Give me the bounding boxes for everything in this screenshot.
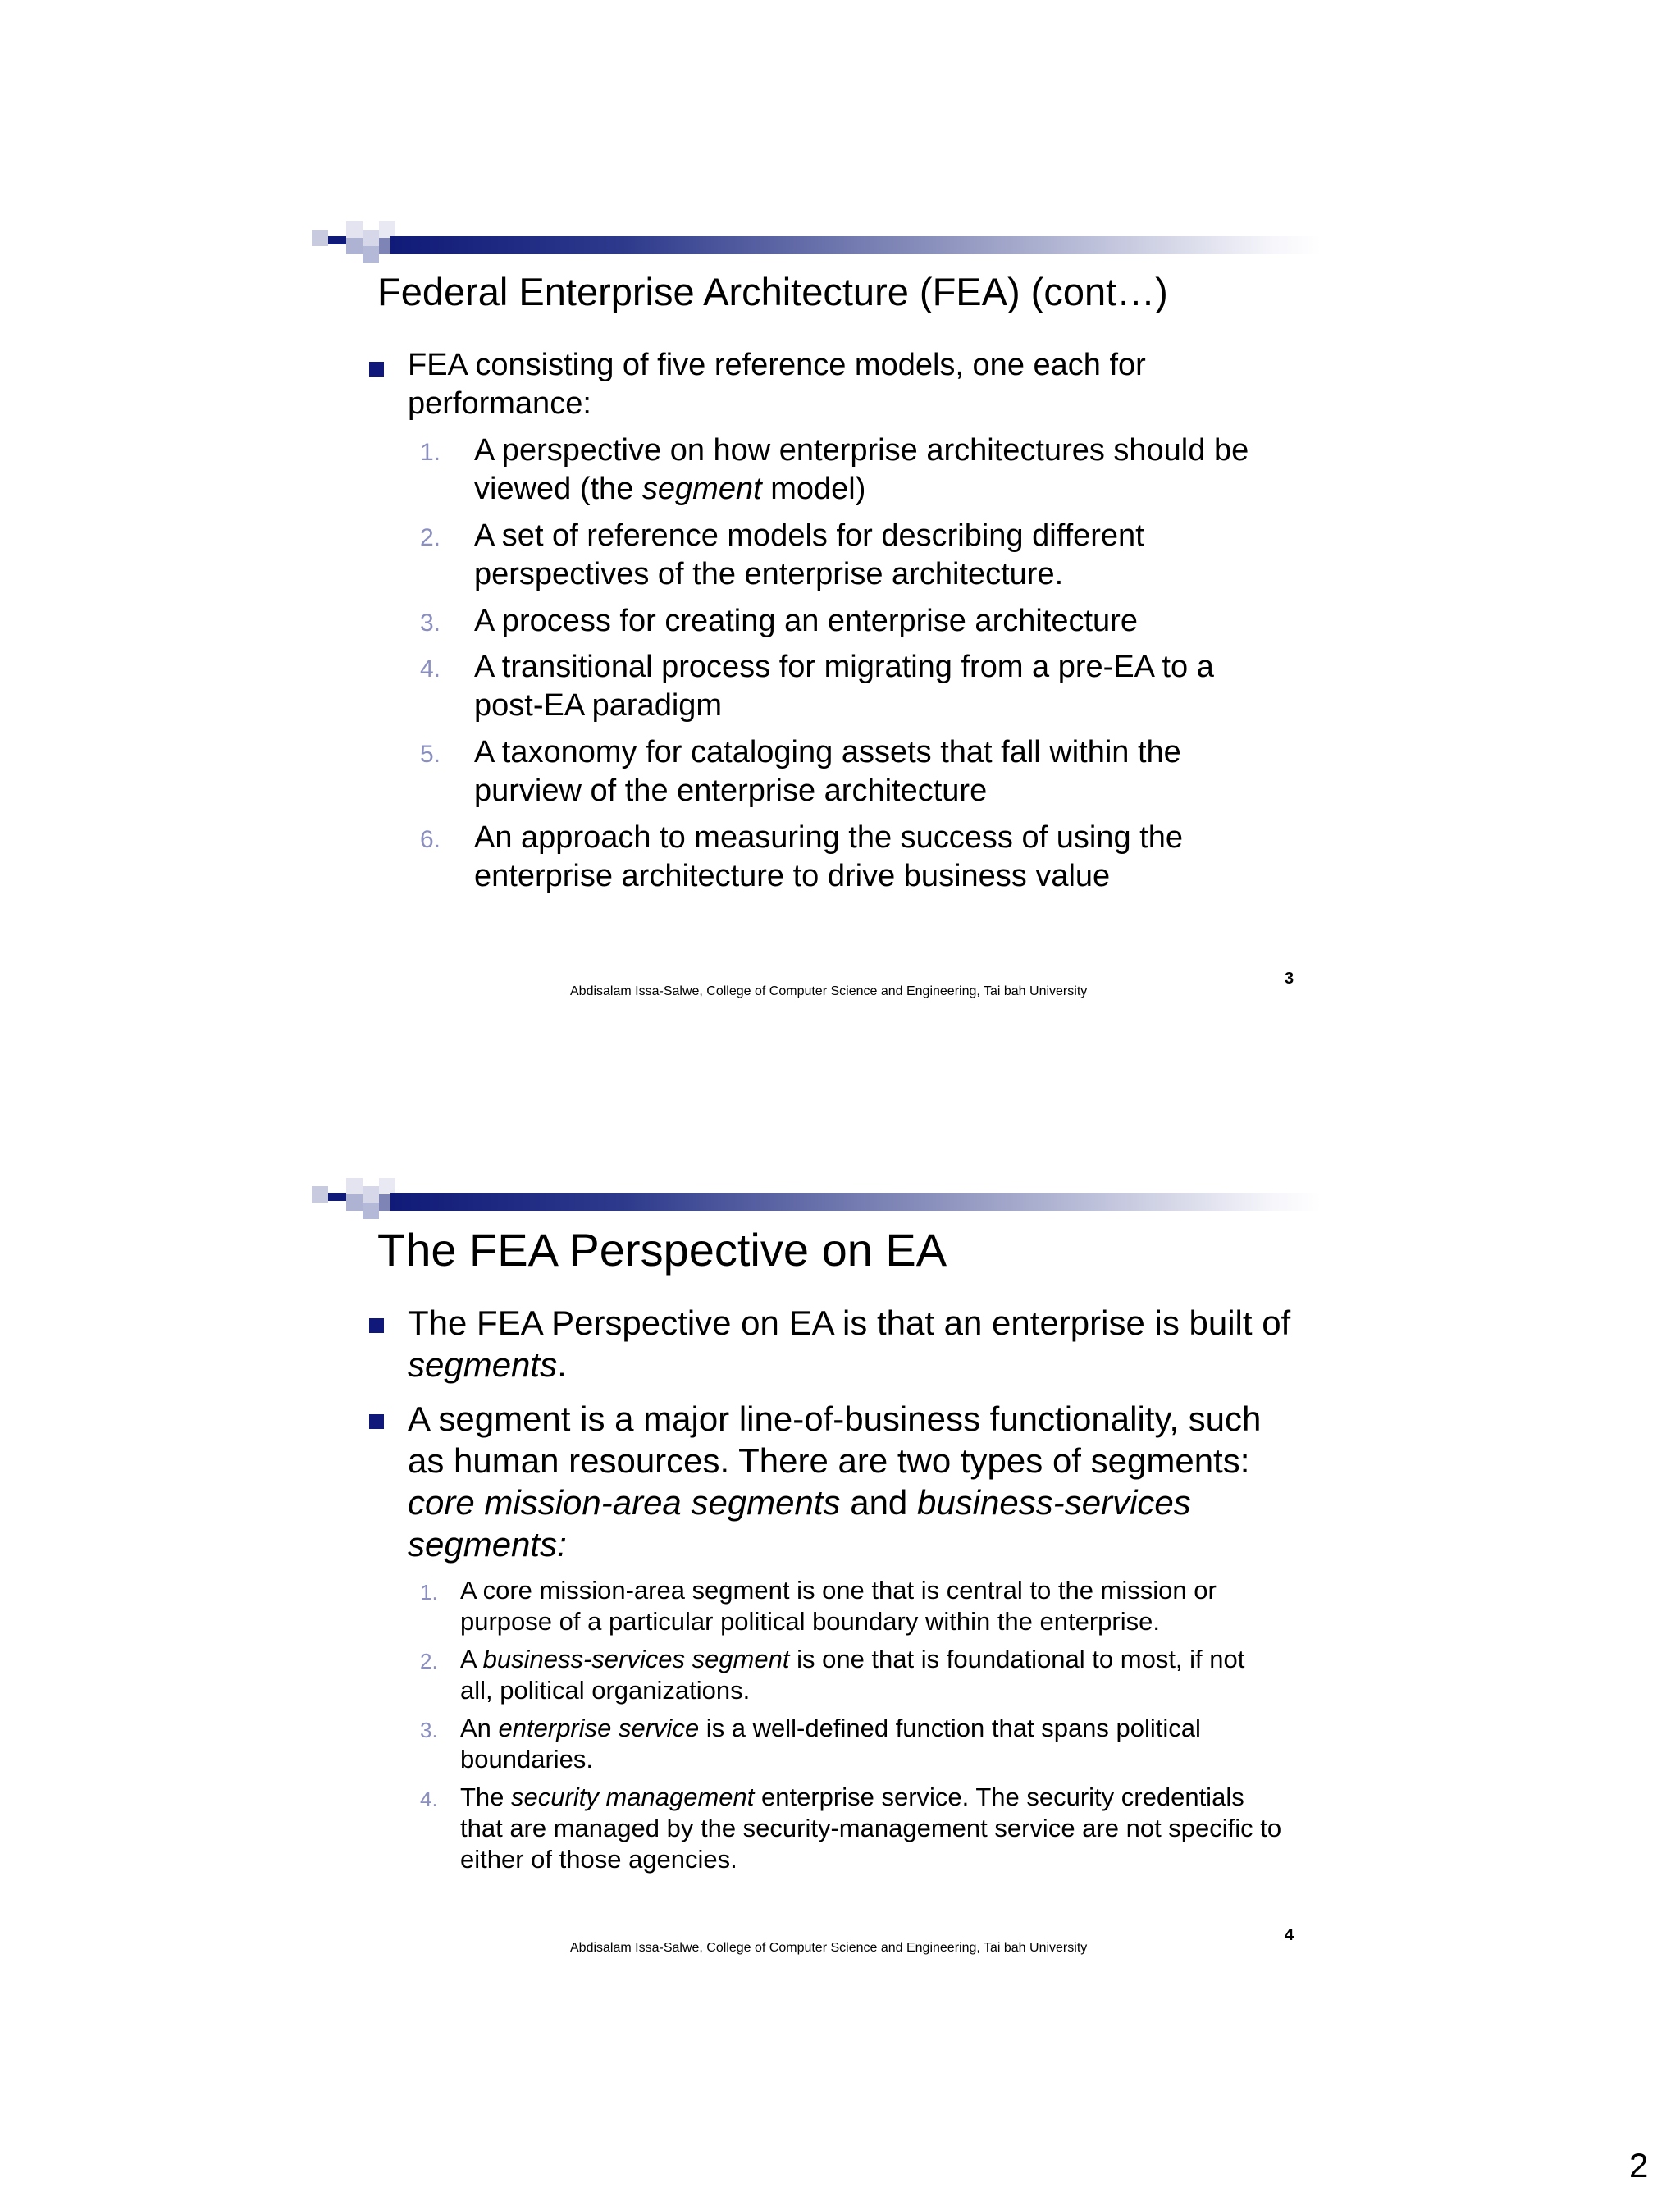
slide-title: Federal Enterprise Architecture (FEA) (cont…) bbox=[377, 270, 1168, 313]
list-number: 2. bbox=[420, 1649, 438, 1673]
list-number: 6. bbox=[420, 826, 441, 853]
list-item: An enterprise service is a well-defined function that spans political boundaries. bbox=[460, 1714, 1201, 1774]
sheet-page-number: 2 bbox=[1629, 2146, 1649, 2184]
list-number: 1. bbox=[420, 439, 441, 466]
list-number: 4. bbox=[420, 655, 441, 682]
bullet-text: FEA consisting of five reference models, one each for performance: bbox=[408, 348, 1146, 421]
list-item: A taxonomy for cataloging assets that fall within the purview of the enterprise architecture bbox=[474, 735, 1181, 808]
list-number: 3. bbox=[420, 609, 441, 637]
bullet-text: A segment is a major line-of-business functionality, such as human resources. There are two types of segments: core mission-area segments and business-services segments: bbox=[408, 1399, 1262, 1564]
list-item: A business-services segment is one that is foundational to most, if not all, political organizations. bbox=[460, 1645, 1245, 1705]
slide-footer: Abdisalam Issa-Salwe, College of Computer Science and Engineering, Tai bah University bbox=[570, 984, 1088, 998]
list-item: A set of reference models for describing different perspectives of the enterprise architecture. bbox=[474, 518, 1144, 591]
slide-footer: Abdisalam Issa-Salwe, College of Computer Science and Engineering, Tai bah University bbox=[570, 1941, 1088, 1955]
list-number: 3. bbox=[420, 1718, 438, 1742]
list-item: A perspective on how enterprise architectures should be viewed (the segment model) bbox=[474, 433, 1249, 506]
list-item: An approach to measuring the success of using the enterprise architecture to drive business value bbox=[474, 820, 1183, 893]
list-number: 2. bbox=[420, 524, 441, 551]
bullet-square-icon bbox=[369, 1318, 384, 1333]
bullet-text: The FEA Perspective on EA is that an enterprise is built of segments. bbox=[408, 1303, 1291, 1384]
list-item: A process for creating an enterprise architecture bbox=[474, 604, 1138, 638]
slide-page-number: 4 bbox=[1285, 1926, 1294, 1944]
bullet-square-icon bbox=[369, 1414, 384, 1429]
list-number: 5. bbox=[420, 741, 441, 768]
list-number: 4. bbox=[420, 1787, 438, 1811]
list-item: A core mission-area segment is one that is central to the mission or purpose of a particular political boundary within the enterprise. bbox=[460, 1576, 1217, 1636]
bullet-square-icon bbox=[369, 362, 384, 377]
list-item: The security management enterprise service. The security credentials that are managed by the security-management service are not specific to either of those agencies. bbox=[460, 1783, 1282, 1874]
slide-title: The FEA Perspective on EA bbox=[377, 1224, 947, 1276]
list-number: 1. bbox=[420, 1580, 438, 1605]
list-item: A transitional process for migrating from a pre-EA to a post-EA paradigm bbox=[474, 650, 1214, 723]
header-decoration bbox=[312, 221, 1321, 274]
slide-page-number: 3 bbox=[1285, 970, 1294, 988]
